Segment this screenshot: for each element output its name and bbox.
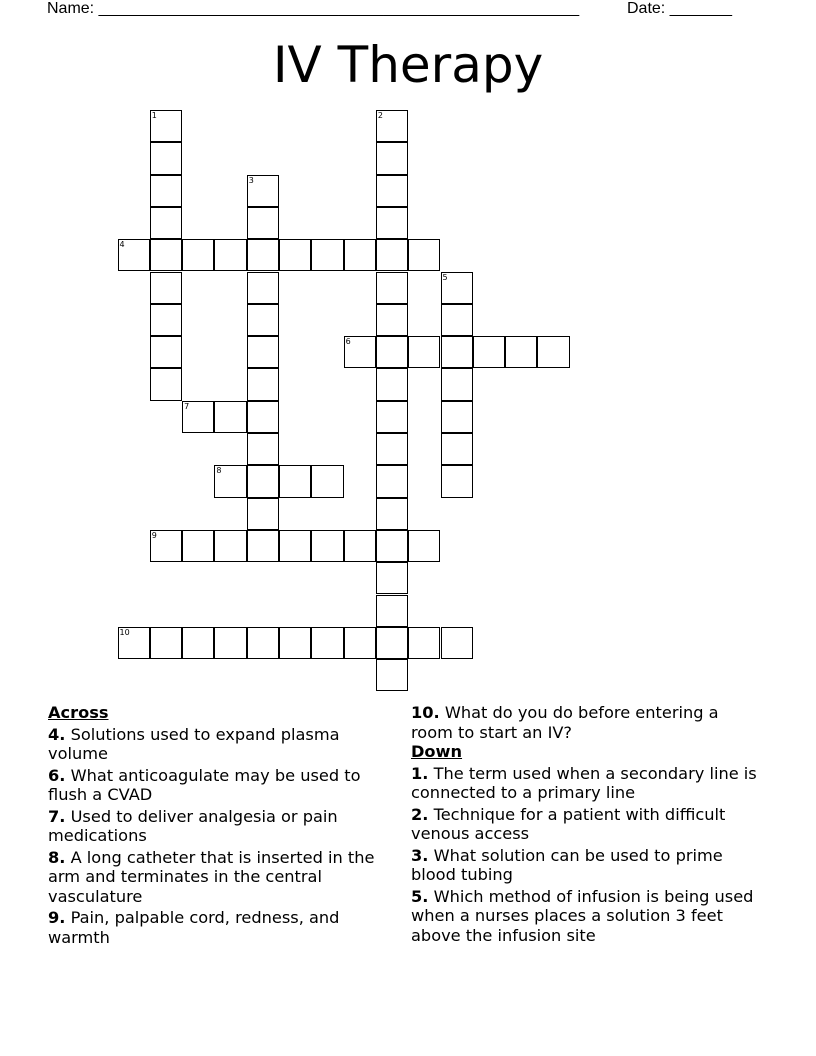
crossword-cell[interactable] bbox=[247, 272, 279, 304]
date-field[interactable]: Date: _______ bbox=[627, 0, 732, 17]
cell-number: 8 bbox=[216, 466, 222, 476]
clue-text: The term used when a secondary line is connected to a primary line bbox=[411, 763, 757, 802]
crossword-cell[interactable] bbox=[247, 175, 279, 207]
clue-text: Used to deliver analgesia or pain medications bbox=[48, 806, 338, 845]
crossword-cell[interactable] bbox=[441, 401, 473, 433]
crossword-cell[interactable] bbox=[376, 175, 408, 207]
clue-across-4 bbox=[48, 725, 393, 764]
cell-number: 9 bbox=[151, 530, 157, 540]
clue-text: A long catheter that is inserted in the arm and terminates in the central vasculature bbox=[48, 847, 375, 906]
crossword-cell[interactable] bbox=[441, 368, 473, 400]
crossword-cell[interactable] bbox=[214, 401, 246, 433]
clue-number: 1. bbox=[411, 763, 429, 783]
crossword-cell[interactable] bbox=[376, 627, 408, 659]
clues-column-right bbox=[411, 703, 761, 945]
clue-text: What solution can be used to prime blood tubing bbox=[411, 845, 723, 884]
cell-number: 6 bbox=[345, 337, 351, 347]
crossword-cell[interactable] bbox=[182, 530, 214, 562]
clue-text: What anticoagulate may be used to flush a CVAD bbox=[48, 765, 361, 804]
page-title: IV Therapy bbox=[272, 36, 544, 94]
crossword-cell[interactable] bbox=[150, 304, 182, 336]
crossword-cell[interactable] bbox=[279, 465, 311, 497]
down-heading: Down bbox=[411, 742, 463, 761]
crossword-cell[interactable] bbox=[408, 239, 440, 271]
crossword-cell[interactable] bbox=[376, 465, 408, 497]
cell-number: 4 bbox=[119, 240, 125, 250]
crossword-cell[interactable] bbox=[150, 272, 182, 304]
crossword-cell[interactable] bbox=[279, 239, 311, 271]
clues-column-left bbox=[48, 703, 393, 947]
crossword-cell[interactable] bbox=[311, 627, 343, 659]
crossword-cell[interactable] bbox=[214, 530, 246, 562]
crossword-cell[interactable] bbox=[247, 498, 279, 530]
crossword-cell[interactable] bbox=[150, 368, 182, 400]
name-field[interactable]: Name: ______________________________________________________ bbox=[47, 0, 580, 17]
clue-number: 9. bbox=[48, 908, 66, 927]
crossword-cell[interactable] bbox=[247, 368, 279, 400]
crossword-cell[interactable] bbox=[505, 336, 537, 368]
crossword-cell[interactable] bbox=[247, 207, 279, 239]
crossword-cell[interactable] bbox=[408, 530, 440, 562]
crossword-cell[interactable] bbox=[376, 498, 408, 530]
crossword-cell[interactable] bbox=[376, 562, 408, 594]
crossword-cell[interactable] bbox=[247, 401, 279, 433]
clue-down-3 bbox=[411, 846, 761, 885]
crossword-cell[interactable] bbox=[214, 627, 246, 659]
crossword-cell[interactable] bbox=[537, 336, 569, 368]
cell-number: 7 bbox=[184, 401, 190, 411]
clue-number: 7. bbox=[48, 806, 66, 826]
crossword-cell[interactable] bbox=[376, 272, 408, 304]
crossword-cell[interactable] bbox=[344, 530, 376, 562]
crossword-cell[interactable] bbox=[311, 239, 343, 271]
clue-text: Which method of infusion is being used when a nurses places a solution 3 feet above the infusion site bbox=[411, 886, 754, 945]
crossword-cell[interactable] bbox=[247, 530, 279, 562]
crossword-cell[interactable] bbox=[150, 336, 182, 368]
crossword-cell[interactable] bbox=[150, 530, 182, 562]
crossword-cell[interactable] bbox=[376, 659, 408, 691]
crossword-cell[interactable] bbox=[376, 530, 408, 562]
across-heading: Across bbox=[48, 703, 109, 722]
crossword-cell[interactable] bbox=[441, 336, 473, 368]
crossword-cell[interactable] bbox=[247, 433, 279, 465]
crossword-cell[interactable] bbox=[441, 433, 473, 465]
clue-down-1 bbox=[411, 764, 761, 803]
crossword-cell[interactable] bbox=[376, 110, 408, 142]
crossword-cell[interactable] bbox=[376, 207, 408, 239]
cell-number: 5 bbox=[442, 272, 448, 282]
crossword-cell[interactable] bbox=[344, 336, 376, 368]
crossword-cell[interactable] bbox=[182, 627, 214, 659]
crossword-cell[interactable] bbox=[376, 433, 408, 465]
crossword-cell[interactable] bbox=[311, 465, 343, 497]
crossword-cell[interactable] bbox=[150, 239, 182, 271]
crossword-cell[interactable] bbox=[376, 401, 408, 433]
cell-number: 2 bbox=[377, 111, 383, 120]
crossword-cell[interactable] bbox=[441, 465, 473, 497]
clue-number: 3. bbox=[411, 845, 429, 865]
crossword-cell[interactable] bbox=[441, 304, 473, 336]
cell-number: 3 bbox=[248, 175, 254, 185]
crossword-cell[interactable] bbox=[376, 336, 408, 368]
crossword-cell[interactable] bbox=[150, 627, 182, 659]
clue-text: Technique for a patient with difficult venous access bbox=[411, 804, 726, 843]
crossword-cell[interactable] bbox=[150, 110, 182, 142]
clue-text: Pain, palpable cord, redness, and warmth bbox=[48, 908, 340, 947]
crossword-cell[interactable] bbox=[214, 465, 246, 497]
crossword-cell[interactable] bbox=[247, 239, 279, 271]
clue-number: 5. bbox=[411, 886, 429, 906]
crossword-cell[interactable] bbox=[247, 304, 279, 336]
crossword-cell[interactable] bbox=[473, 336, 505, 368]
clue-number: 4. bbox=[48, 724, 66, 744]
crossword-cell[interactable] bbox=[214, 239, 246, 271]
clue-down-2 bbox=[411, 805, 761, 844]
clue-number: 2. bbox=[411, 804, 429, 824]
crossword-cell[interactable] bbox=[376, 368, 408, 400]
clue-down-5 bbox=[411, 887, 761, 946]
crossword-cell[interactable] bbox=[279, 627, 311, 659]
crossword-cell[interactable] bbox=[376, 142, 408, 174]
crossword-cell[interactable] bbox=[150, 207, 182, 239]
crossword-cell[interactable] bbox=[247, 336, 279, 368]
crossword-cell[interactable] bbox=[311, 530, 343, 562]
crossword-cell[interactable] bbox=[408, 336, 440, 368]
cell-number: 1 bbox=[151, 111, 157, 120]
crossword-cell[interactable] bbox=[247, 627, 279, 659]
crossword-cell[interactable] bbox=[441, 272, 473, 304]
crossword-cell[interactable] bbox=[441, 627, 473, 659]
clue-across-8 bbox=[48, 848, 393, 907]
clue-across-9 bbox=[48, 908, 393, 947]
crossword-cell[interactable] bbox=[118, 627, 150, 659]
clue-number: 6. bbox=[48, 765, 66, 785]
clue-across-6 bbox=[48, 766, 393, 805]
cell-number: 10 bbox=[119, 627, 130, 637]
crossword-cell[interactable] bbox=[376, 304, 408, 336]
crossword-cell[interactable] bbox=[247, 465, 279, 497]
crossword-cell[interactable] bbox=[344, 627, 376, 659]
crossword-cell[interactable] bbox=[118, 239, 150, 271]
clue-number: 8. bbox=[48, 847, 66, 867]
crossword-cell[interactable] bbox=[182, 401, 214, 433]
crossword-cell[interactable] bbox=[150, 175, 182, 207]
crossword-cell[interactable] bbox=[182, 239, 214, 271]
clue-across-10 bbox=[411, 703, 761, 742]
crossword-cell[interactable] bbox=[408, 627, 440, 659]
clue-text: Solutions used to expand plasma volume bbox=[48, 724, 340, 763]
crossword-cell[interactable] bbox=[376, 239, 408, 271]
clue-number: 10. bbox=[411, 703, 440, 722]
clue-text: What do you do before entering a room to start an IV? bbox=[411, 703, 719, 742]
crossword-cell[interactable] bbox=[376, 595, 408, 627]
crossword-cell[interactable] bbox=[150, 142, 182, 174]
crossword-cell[interactable] bbox=[279, 530, 311, 562]
crossword-cell[interactable] bbox=[344, 239, 376, 271]
clue-across-7 bbox=[48, 807, 393, 846]
